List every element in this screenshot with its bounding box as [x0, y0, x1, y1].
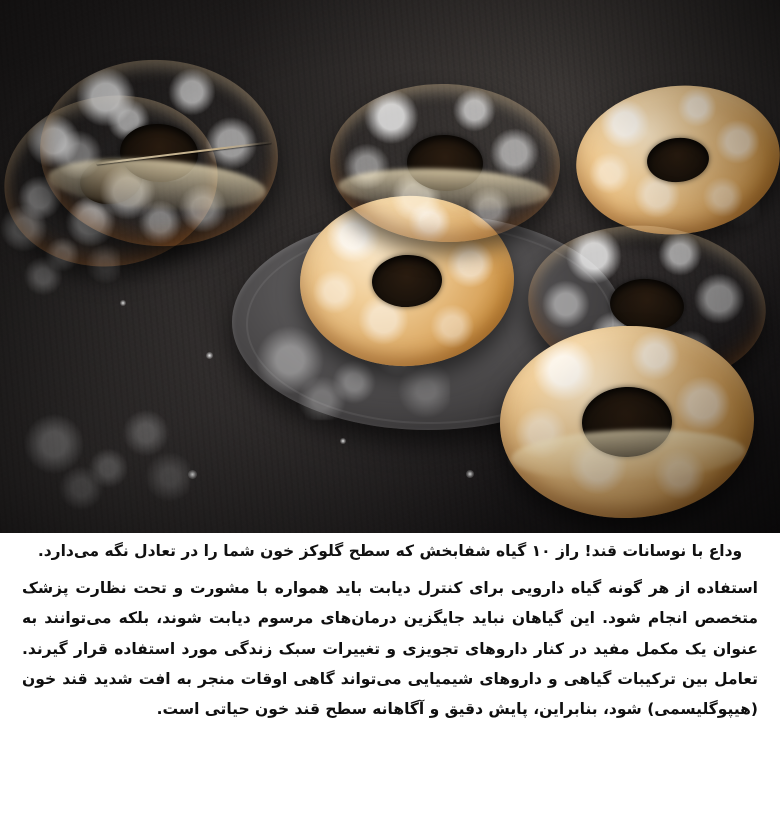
- sugar-speck-1: [206, 352, 213, 359]
- sugar-dust-bottom-left: [20, 400, 190, 510]
- caption-area: [0, 533, 780, 738]
- sugar-speck-5: [120, 300, 126, 306]
- sugar-speck-4: [466, 470, 474, 478]
- sugar-speck-2: [188, 470, 197, 479]
- donut-hole: [581, 385, 673, 458]
- headline-text: وداع با نوسانات قند! راز ۱۰ گیاه شفابخش که سطح گلوکز خون شما را در تعادل نگه می‌دارد.: [37, 542, 743, 560]
- body-text: [10, 573, 770, 730]
- body-paragraph: استفاده از هر گونه گیاه دارویی برای کنترل دیابت باید همواره با مشورت و تحت نظارت پزشک متخصص انجام شود. این گیاهان نباید جایگزین درمان‌های مرسوم دیابت شوند، بلکه می‌توانند به عنوان یک مکمل مفید در کنار داروهای تجویزی و تغییرات سبک زندگی مورد استفاده قرار گیرند. تعامل بین ترکیبات گیاهی و داروهای شیمیایی می‌تواند گاهی اوقات منجر به افت شدید قند خون (هیپوگلیسمی) شود، بنابراین، پایش دقیق و آگاهانه سطح قند خون حیاتی است.: [22, 579, 758, 719]
- sugar-speck-3: [340, 438, 346, 444]
